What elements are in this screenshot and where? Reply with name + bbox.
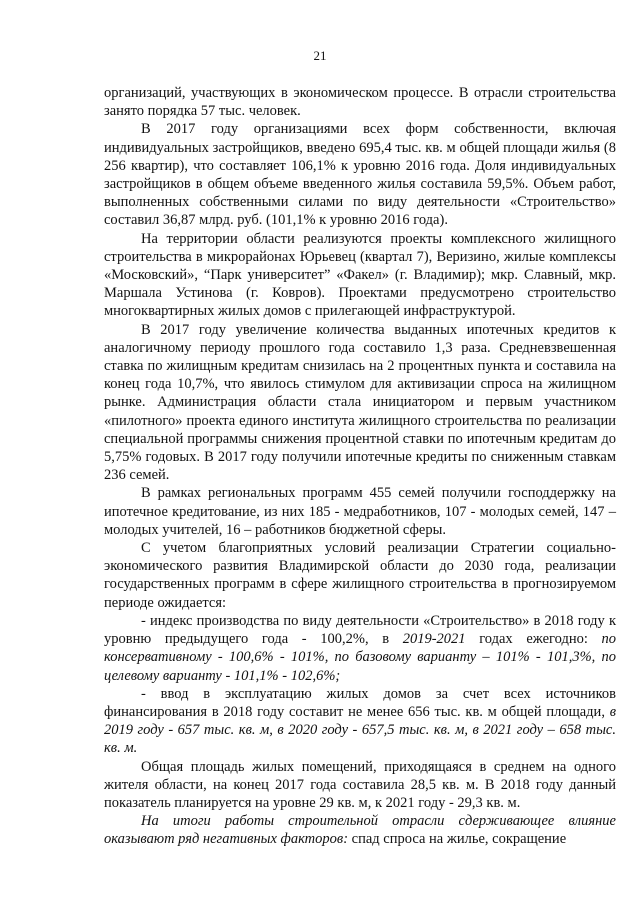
italic-text-segment: в 2019 году - 657 тыс. кв. м, в 2020 году - 657,5 тыс. кв. м, в 2021 году – 658 тыс. кв. м.: [104, 703, 616, 757]
paragraph-housing-forecast: [104, 685, 616, 758]
page-number: 21: [313, 48, 327, 63]
text-segment: - индекс производства по виду деятельности «Строительство» в 2018 году к уровню предыдущего года - 100,2%, в: [104, 612, 616, 648]
paragraph-continuation: организаций, участвующих в экономическом процессе. В отрасли строительства занято порядка 57 тыс. человек.: [104, 85, 616, 120]
italic-text-segment: по консервативному - 100,6% - 101%, по базовому варианту – 101% - 101,3%, по целевому варианту - 101,1% - 102,6%;: [104, 631, 616, 684]
text-segment: годах ежегодно:: [465, 631, 602, 648]
paragraph-mortgage-lending: В 2017 году увеличение количества выданных ипотечных кредитов к аналогичному периоду прошлого года составило 1,3 раза. Средневзвешенная ставка по жилищным кредитам снизилась на 2 процентных пункта и составила на конец года 10,7%, что явилось стимулом для активизации спроса на жилищном рынке. Администрация области стала инициатором и первым участником «пилотного» проекта единого института жилищного строительства по реализации специальной программы снижения процентной ставки по ипотечным кредитам до 5,75% годовых. В 2017 году получили ипотечные кредиты по сниженным ставкам 236 семей.: [104, 321, 616, 484]
italic-text-segment: На итоги работы строительной отрасли сдерживающее влияние оказывают ряд негативных факторов:: [104, 813, 616, 848]
paragraph-construction-index: [104, 612, 616, 685]
paragraph-negative-factors: [104, 812, 616, 848]
paragraph-complex-construction: На территории области реализуются проекты комплексного жилищного строительства в микрорайонах Юрьевец (квартал 7), Веризино, жилые комплексы «Московский», “Парк университет” «Факел» (г. Владимир); мкр. Славный, мкр. Маршала Устинова (г. Ковров). Проектами предусмотрено строительство многоквартирных жилых домов с прилегающей инфраструктурой.: [104, 230, 616, 320]
italic-text-segment: 2019-2021: [402, 631, 466, 648]
text-segment: спад спроса на жилье, сокращение: [348, 831, 567, 848]
document-body: [104, 84, 616, 849]
paragraph-living-space: Общая площадь жилых помещений, приходящаяся в среднем на одного жителя области, на конец 2017 года составила 28,5 кв. м. В 2018 году данный показатель планируется на уровне 29 кв. м, к 2021 году - 29,3 кв. м.: [104, 758, 616, 811]
paragraph-forecast-intro: С учетом благоприятных условий реализации Стратегии социально-экономического развития Владимирской области до 2030 года, реализации государственных программ в сфере жилищного строительства в прогнозируемом периоде ожидается:: [104, 540, 616, 611]
text-segment: - ввод в эксплуатацию жилых домов за счет всех источников финансирования в 2018 году составит не менее 656 тыс. кв. м общей площади,: [104, 685, 616, 720]
paragraph-housing-commissioning: В 2017 году организациями всех форм собственности, включая индивидуальных застройщиков, введено 695,4 тыс. кв. м общей площади жилья (8 256 квартир), что составляет 106,1% к уровню 2016 года. Доля индивидуальных застройщиков в общем объеме введенного жилья составила 59,5%. Объем работ, выполненных собственными силами по виду деятельности «Строительство» составил 36,87 млрд. руб. (101,1% к уровню 2016 года).: [104, 121, 616, 229]
paragraph-regional-programs: В рамках региональных программ 455 семей получили господдержку на ипотечное кредитование, из них 185 - медработников, 107 - молодых семей, 147 – молодых учителей, 16 – работников бюджетной сферы.: [104, 485, 616, 538]
